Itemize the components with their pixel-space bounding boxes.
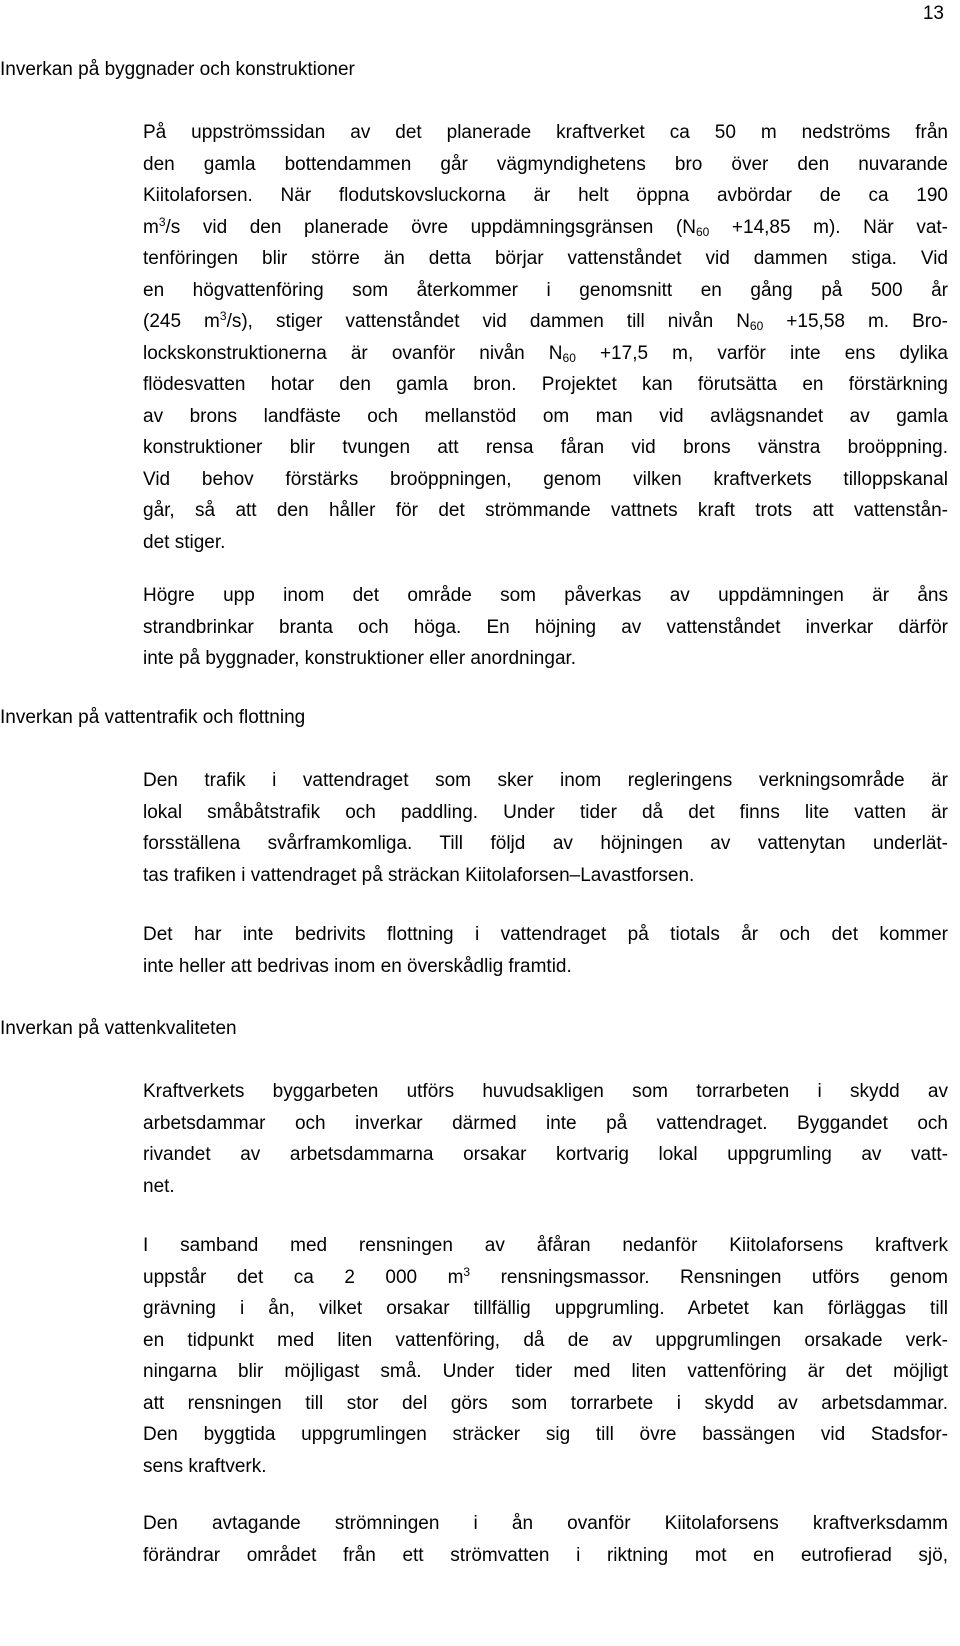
- subscript: 60: [695, 224, 710, 239]
- text-line: [143, 212, 948, 244]
- text-line: flödesvatten hotar den gamla bron. Projektet kan förutsätta en förstärkning: [143, 374, 948, 395]
- section-heading-water-quality: Inverkan på vattenkvaliteten: [0, 1018, 237, 1039]
- text-line: förändrar området från ett strömvatten i riktning mot en eutrofierad sjö,: [143, 1544, 948, 1566]
- paragraph: [143, 117, 948, 558]
- text-segment: +14,85 m). När vat-: [709, 216, 948, 238]
- text-segment: m: [143, 216, 159, 238]
- text-line: lokal småbåtstrafik och paddling. Under tider då det finns lite vatten är: [143, 801, 948, 823]
- paragraph: [143, 765, 948, 891]
- text-line: Det har inte bedrivits flottning i vattendraget på tiotals år och det kommer: [143, 924, 948, 945]
- text-line: ningarna blir möjligast små. Under tider med liten vattenföring är det möjligt: [143, 1361, 948, 1382]
- text-line: [143, 1262, 948, 1294]
- text-line: strandbrinkar branta och höga. En höjning av vattenståndet inverkar därför: [143, 616, 948, 638]
- text-segment: /s), stiger vattenståndet vid dammen till nivån N: [226, 311, 750, 332]
- superscript: 3: [463, 1264, 471, 1279]
- paragraph: [143, 919, 948, 982]
- text-line: det stiger.: [143, 531, 226, 553]
- text-line: en tidpunkt med liten vattenföring, då de av uppgrumlingen orsakade verk-: [143, 1329, 948, 1351]
- paragraph: [143, 1508, 948, 1571]
- text-line: konstruktioner blir tvungen att rensa fåran vid brons vänstra broöppning.: [143, 437, 948, 458]
- text-line: Högre upp inom det område som påverkas av uppdämningen är åns: [143, 585, 948, 606]
- text-segment: rensningsmassor. Rensningen utförs genom: [470, 1266, 949, 1288]
- paragraph: [143, 1230, 948, 1482]
- text-segment: /s vid den planerade övre uppdämningsgränsen (N: [165, 216, 696, 238]
- text-line: grävning i ån, vilket orsakar tillfällig uppgrumling. Arbetet kan förläggas till: [143, 1298, 948, 1319]
- text-line: att rensningen till stor del görs som torrarbete i skydd av arbetsdammar.: [143, 1392, 948, 1414]
- superscript: 3: [219, 309, 227, 323]
- text-line: net.: [143, 1175, 175, 1197]
- text-segment: lockskonstruktionerna är ovanför nivån N: [143, 342, 563, 364]
- text-line: [143, 338, 948, 370]
- text-line: inte heller att bedrivas inom en överskådlig framtid.: [143, 955, 572, 977]
- text-segment: (245 m: [143, 311, 220, 332]
- text-line: Den trafik i vattendraget som sker inom regleringens verkningsområde är: [143, 770, 948, 791]
- text-line: rivandet av arbetsdammarna orsakar kortvarig lokal uppgrumling av vatt-: [143, 1144, 948, 1165]
- subscript: 60: [562, 350, 576, 365]
- superscript: 3: [158, 214, 166, 229]
- paragraph: [143, 1076, 948, 1202]
- text-line: forsställena svårframkomliga. Till följd av höjningen av vattenytan underlät-: [143, 833, 948, 854]
- text-line: På uppströmssidan av det planerade kraftverket ca 50 m nedströms från: [143, 122, 948, 143]
- subscript: 60: [749, 319, 764, 333]
- text-line: en högvattenföring som återkommer i genomsnitt en gång på 500 år: [143, 279, 948, 301]
- text-line: av brons landfäste och mellanstöd om man vid avlägsnandet av gamla: [143, 405, 948, 427]
- text-line: tas trafiken i vattendraget på sträckan Kiitolaforsen–Lavastforsen.: [143, 864, 695, 886]
- text-line: tenföringen blir större än detta börjar vattenståndet vid dammen stiga. Vid: [143, 248, 948, 269]
- text-segment: uppstår det ca 2 000 m: [143, 1266, 464, 1288]
- text-line: Kiitolaforsen. När flodutskovsluckorna är helt öppna avbördar de ca 190: [143, 185, 948, 206]
- text-line: den gamla bottendammen går vägmyndighetens bro över den nuvarande: [143, 153, 948, 175]
- text-line: går, så att den håller för det strömmande vattnets kraft trots att vattenstån-: [143, 500, 948, 521]
- page-number: 13: [922, 3, 944, 24]
- section-heading-water-traffic: Inverkan på vattentrafik och flottning: [0, 707, 306, 728]
- text-segment: +17,5 m, varför inte ens dylika: [575, 342, 948, 364]
- section-heading-buildings: Inverkan på byggnader och konstruktioner: [0, 59, 355, 80]
- text-line: [143, 306, 948, 338]
- text-line: Den avtagande strömningen i ån ovanför Kiitolaforsens kraftverksdamm: [143, 1513, 948, 1534]
- paragraph: [143, 580, 948, 675]
- text-line: sens kraftverk.: [143, 1455, 267, 1477]
- text-segment: +15,58 m. Bro-: [763, 311, 948, 332]
- text-line: Vid behov förstärks broöppningen, genom vilken kraftverkets tilloppskanal: [143, 468, 948, 490]
- text-line: Den byggtida uppgrumlingen sträcker sig till övre bassängen vid Stadsfor-: [143, 1424, 948, 1445]
- text-line: I samband med rensningen av åfåran nedanför Kiitolaforsens kraftverk: [143, 1235, 948, 1256]
- text-line: arbetsdammar och inverkar därmed inte på vattendraget. Byggandet och: [143, 1112, 948, 1134]
- text-line: inte på byggnader, konstruktioner eller anordningar.: [143, 648, 577, 669]
- text-line: Kraftverkets byggarbeten utförs huvudsakligen som torrarbeten i skydd av: [143, 1081, 948, 1102]
